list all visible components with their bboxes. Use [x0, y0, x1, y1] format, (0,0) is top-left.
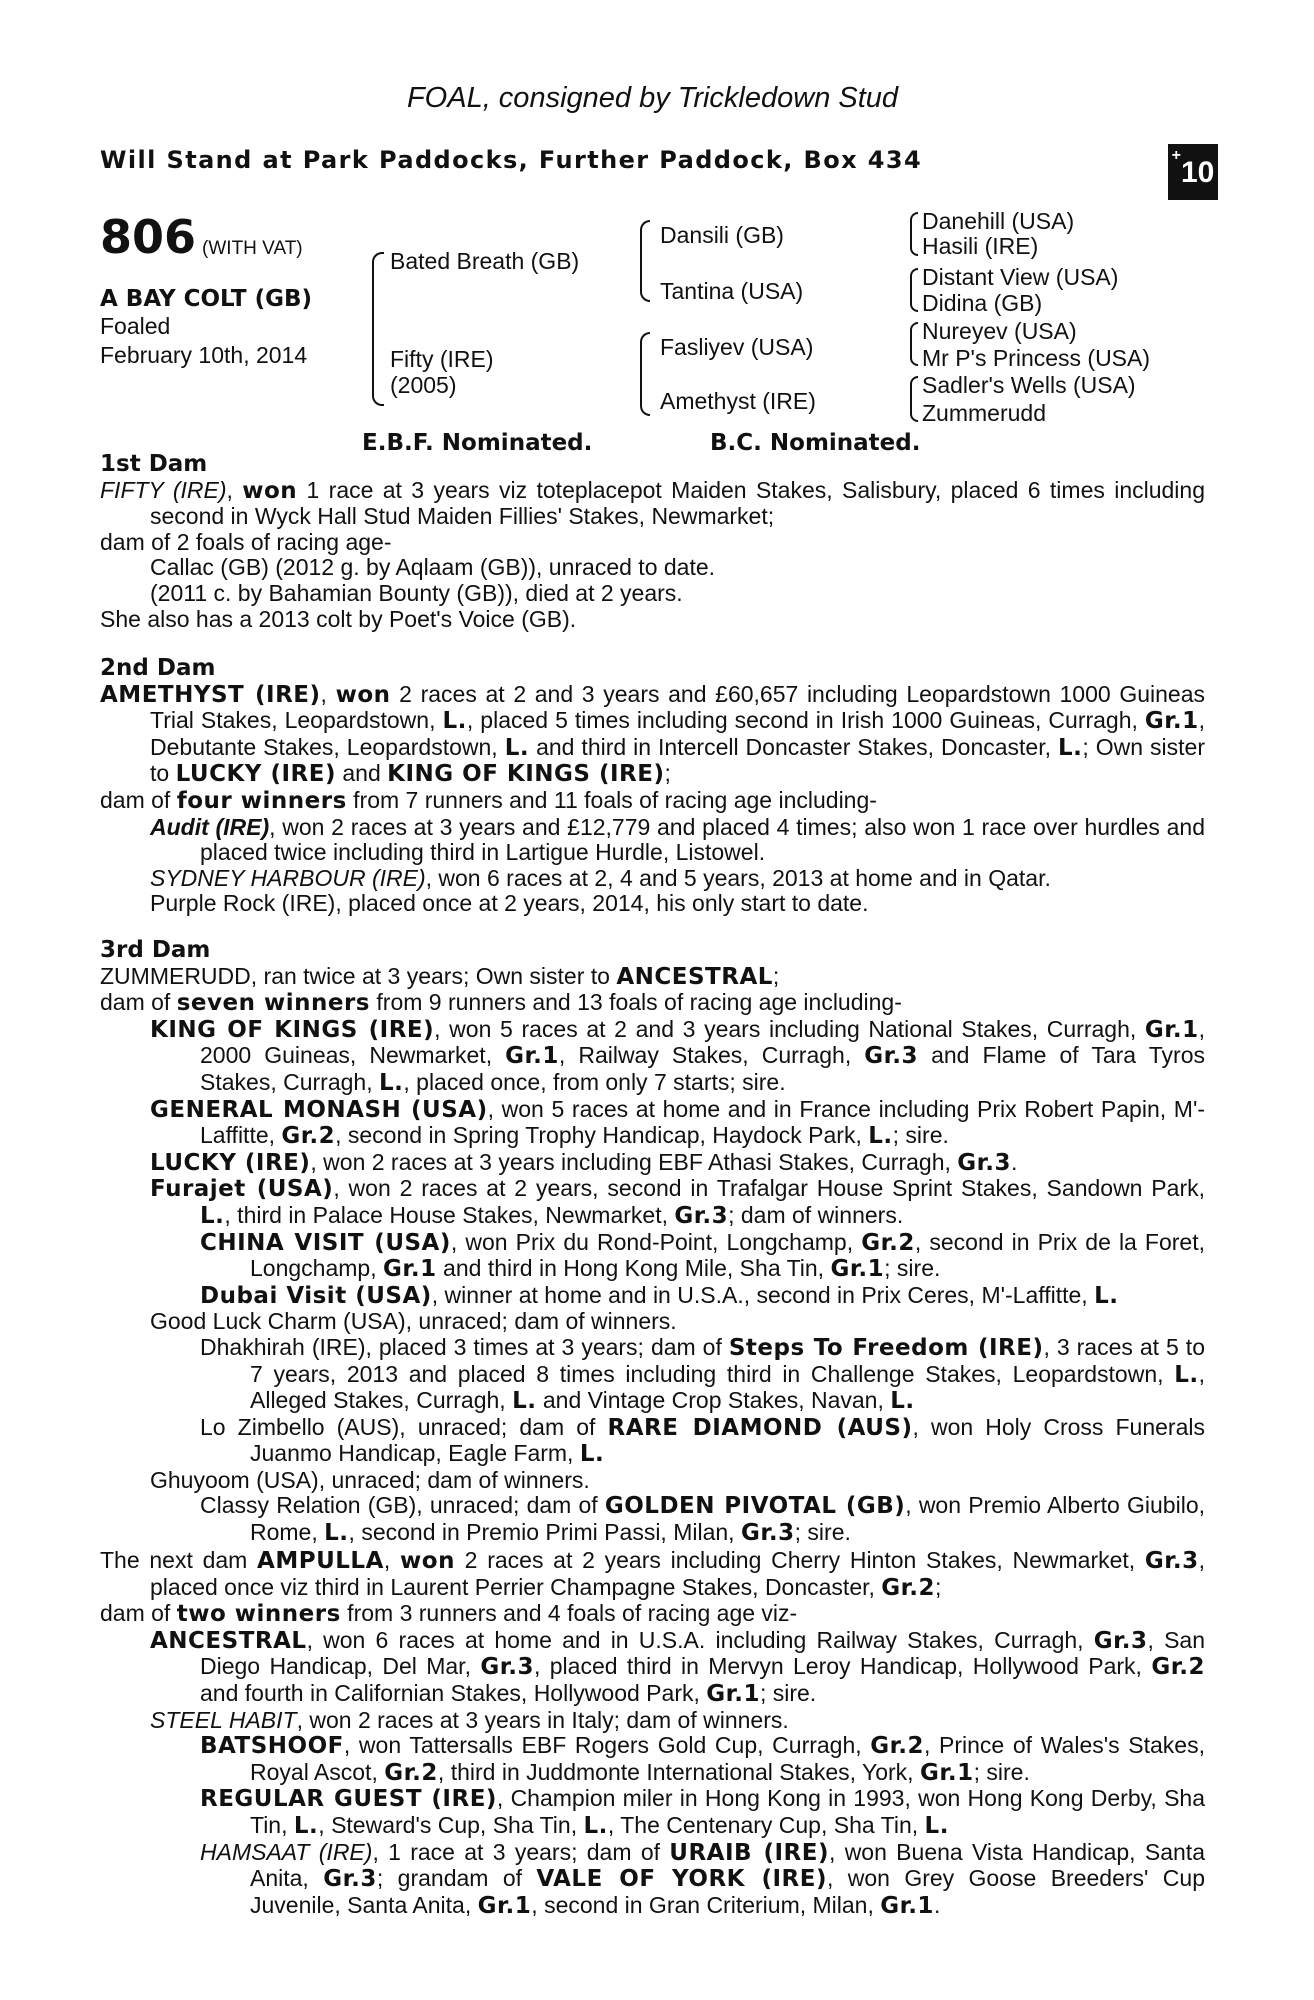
second-dam-heading: 2nd Dam [100, 655, 216, 681]
granddam-line-7: Sadler's Wells (USA) [922, 372, 1136, 398]
dam-sire: Fasliyev (USA) [660, 334, 814, 360]
progeny-batshoof: BATSHOOF, won Tattersalls EBF Rogers Gold Cup, Curragh, Gr.2, Prince of Wales's Stakes, Royal Ascot, Gr.2, third in Juddmonte International Stakes, York, Gr.1; sire. [200, 1732, 1205, 1786]
progeny-audit: Audit (IRE), won 2 races at 3 years and £12,779 and placed 4 times; also won 1 race over hurdles and placed twice including third in Lartigue Hurdle, Listowel. [150, 813, 1206, 866]
progeny-steel-habit: STEEL HABIT, won 2 races at 3 years in Italy; dam of winners. [150, 1706, 789, 1733]
third-dam-foals: dam of seven winners from 9 runners and 13 foals of racing age including- [100, 989, 902, 1017]
bracket-dam [640, 332, 650, 416]
stand-location: Will Stand at Park Paddocks, Further Paddock, Box 434 [100, 146, 923, 174]
sire-sire: Dansili (GB) [660, 222, 784, 248]
dam-dam: Amethyst (IRE) [660, 388, 816, 414]
first-dam-record: FIFTY (IRE), won 1 race at 3 years viz toteplacepot Maiden Stakes, Salisbury, placed 6 times including second in Wyck Hall Stud Maiden Fillies' Stakes, Newmarket; [100, 476, 1206, 530]
first-dam-foals: dam of 2 foals of racing age- [100, 528, 392, 555]
progeny-dubai-visit: Dubai Visit (USA), winner at home and in U.S.A., second in Prix Ceres, M'-Laffitte, L. [200, 1281, 1119, 1309]
lot-number: 806 [100, 210, 197, 264]
first-dam-heading: 1st Dam [100, 451, 208, 477]
dam-year: (2005) [390, 372, 457, 398]
third-dam-heading: 3rd Dam [100, 937, 211, 963]
bracket-sire [640, 220, 650, 302]
progeny-sydney-harbour: SYDNEY HARBOUR (IRE), won 6 races at 2, 4 and 5 years, 2013 at home and in Qatar. [150, 864, 1051, 891]
bc-nominated: B.C. Nominated. [710, 430, 921, 456]
progeny-good-luck-charm: Good Luck Charm (USA), unraced; dam of winners. [150, 1308, 677, 1335]
granddam-line-1: Danehill (USA) [922, 208, 1075, 234]
granddam-line-6: Mr P's Princess (USA) [922, 345, 1151, 371]
first-dam-note: She also has a 2013 colt by Poet's Voice (GB). [100, 605, 577, 632]
code-badge [1168, 144, 1218, 200]
first-dam-name: FIFTY (IRE) [100, 476, 227, 503]
lot-info [100, 210, 380, 370]
sire: Bated Breath (GB) [390, 248, 580, 274]
foaled-date: February 10th, 2014 [100, 342, 308, 368]
bracket-g3 [910, 322, 918, 366]
page-title: FOAL, consigned by Trickledown Stud [406, 82, 899, 114]
code-badge-number: 10 [1180, 156, 1215, 189]
progeny-lo-zimbello: Lo Zimbello (AUS), unraced; dam of RARE DIAMOND (AUS), won Holy Cross Funerals Juanmo Handicap, Eagle Farm, L. [200, 1413, 1205, 1468]
horse-description: A BAY COLT (GB) [100, 286, 313, 312]
dam: Fifty (IRE) [390, 346, 494, 372]
next-dam-section [100, 1548, 1205, 1919]
next-dam-record: The next dam AMPULLA, won 2 races at 2 years including Cherry Hinton Stakes, Newmarket, Gr.3, placed once viz third in Laurent Perrier Champagne Stakes, Doncaster, Gr.2; [100, 1547, 1205, 1601]
granddam-line-3: Distant View (USA) [922, 264, 1119, 290]
progeny-hamsaat: HAMSAAT (IRE), 1 race at 3 years; dam of URAIB (IRE), won Buena Vista Handicap, Santa Anita, Gr.3; grandam of VALE OF YORK (IRE), won Grey Goose Breeders' Cup Juvenile, Santa Anita, Gr.1, second in Gran Criterium, Milan, Gr.1. [200, 1838, 1205, 1919]
progeny-ancestral: ANCESTRAL, won 6 races at home and in U.S.A. including Railway Stakes, Curragh, Gr.3, San Diego Handicap, Del Mar, Gr.3, placed third in Mervyn Leroy Handicap, Hollywood Park, Gr.2 and fourth in Californian Stakes, Hollywood Park, Gr.1; sire. [150, 1626, 1205, 1707]
second-dam-record: AMETHYST (IRE), won 2 races at 2 and 3 years and £60,657 including Leopardstown 1000 Guineas Trial Stakes, Leopardstown, L., placed 5 times including second in Irish 1000 Guineas, Curragh, Gr.1, Debutante Stakes, Leopardstown, L. and third in Intercell Doncaster Stakes, Doncaster, L.; Own sister to LUCKY (IRE) and KING OF KINGS (IRE); [100, 680, 1205, 788]
granddam-line-8: Zummerudd [922, 400, 1046, 426]
second-dam-section [100, 656, 1205, 917]
granddam-line-4: Didina (GB) [922, 290, 1043, 316]
granddam-line-5: Nureyev (USA) [922, 318, 1077, 344]
foaled-label: Foaled [100, 313, 171, 339]
first-dam-section [100, 452, 1205, 632]
progeny-lucky: LUCKY (IRE), won 2 races at 3 years including EBF Athasi Stakes, Curragh, Gr.3. [150, 1148, 1018, 1176]
bracket-g1 [910, 212, 918, 256]
code-badge-mark: + [1171, 147, 1181, 164]
progeny-classy-relation: Classy Relation (GB), unraced; dam of GOLDEN PIVOTAL (GB), won Premio Alberto Giubilo, Rome, L., second in Premio Primi Passi, Milan, Gr.3; sire. [200, 1492, 1205, 1547]
bracket-g2 [910, 268, 918, 312]
second-dam-foals: dam of four winners from 7 runners and 11 foals of racing age including- [100, 786, 877, 814]
bracket-g4 [910, 376, 918, 422]
first-dam-progeny-2: (2011 c. by Bahamian Bounty (GB)), died at 2 years. [150, 579, 683, 606]
ebf-nominated: E.B.F. Nominated. [362, 430, 593, 456]
third-dam-section [100, 938, 1205, 1547]
progeny-regular-guest: REGULAR GUEST (IRE), Champion miler in Hong Kong in 1993, won Hong Kong Derby, Sha Tin, L., Steward's Cup, Sha Tin, L., The Centenary Cup, Sha Tin, L. [200, 1785, 1205, 1839]
third-dam-record: ZUMMERUDD, ran twice at 3 years; Own sister to ANCESTRAL; [100, 962, 780, 990]
granddam-line-2: Hasili (IRE) [922, 233, 1039, 259]
next-dam-foals: dam of two winners from 3 runners and 4 foals of racing age viz- [100, 1600, 798, 1628]
first-dam-progeny-1: Callac (GB) (2012 g. by Aqlaam (GB)), unraced to date. [150, 554, 716, 581]
progeny-dhakhirah: Dhakhirah (IRE), placed 3 times at 3 years; dam of Steps To Freedom (IRE), 3 races at 5 to 7 years, 2013 and placed 8 times including third in Challenge Stakes, Leopardstown, L., Alleged Stakes, Curragh, L. and Vintage Crop Stakes, Navan, L. [200, 1333, 1205, 1415]
progeny-king-of-kings: KING OF KINGS (IRE), won 5 races at 2 and 3 years including National Stakes, Curragh, Gr.1, 2000 Guineas, Newmarket, Gr.1, Railway Stakes, Curragh, Gr.3 and Flame of Tara Tyros Stakes, Curragh, L., placed once, from only 7 starts; sire. [150, 1015, 1205, 1096]
progeny-ghuyoom: Ghuyoom (USA), unraced; dam of winners. [150, 1466, 590, 1493]
progeny-china-visit: CHINA VISIT (USA), won Prix du Rond-Point, Longchamp, Gr.2, second in Prix de la Foret, Longchamp, Gr.1 and third in Hong Kong Mile, Sha Tin, Gr.1; sire. [200, 1228, 1206, 1283]
sire-dam: Tantina (USA) [660, 278, 804, 304]
progeny-furajet: Furajet (USA), won 2 races at 2 years, second in Trafalgar House Sprint Stakes, Sandown Park, L., third in Palace House Stakes, Newmarket, Gr.3; dam of winners. [150, 1175, 1205, 1229]
bracket-parents [372, 252, 384, 406]
progeny-purple-rock: Purple Rock (IRE), placed once at 2 years, 2014, his only start to date. [150, 890, 869, 917]
progeny-general-monash: GENERAL MONASH (USA), won 5 races at home and in France including Prix Robert Papin, M'-Laffitte, Gr.2, second in Spring Trophy Handicap, Haydock Park, L.; sire. [150, 1095, 1205, 1150]
lot-vat: (WITH VAT) [202, 237, 303, 259]
